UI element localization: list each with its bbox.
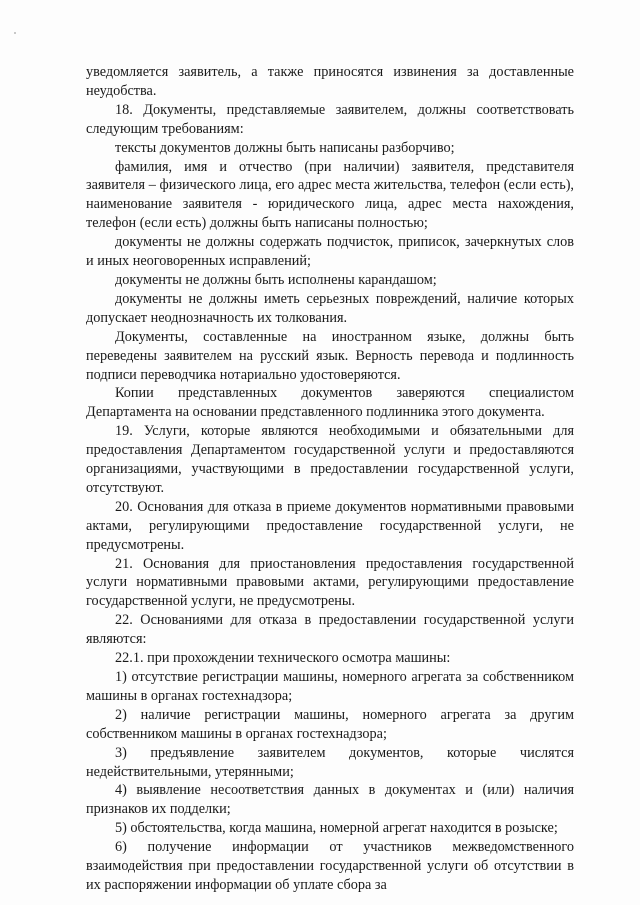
- paragraph: 22.1. при прохождении технического осмотра машины:: [115, 650, 451, 667]
- paragraph: уведомляется заявитель, а также приносятся извинения за доставленные неудобства.: [86, 64, 574, 99]
- paragraph: 22. Основаниями для отказа в предоставлении государственной услуги являются:: [86, 612, 574, 648]
- paragraph: 1) отсутствие регистрации машины, номерного агрегата за собственником машины в органах гостехнадзора;: [86, 669, 574, 704]
- document-body: [86, 63, 574, 895]
- paragraph: 21. Основания для приостановления предоставления государственной услуги нормативными правовыми актами, регулирующими предоставление государственной услуги, не предусмотрены.: [86, 555, 574, 610]
- paragraph: документы не должны содержать подчисток, приписок, зачеркнутых слов и иных неоговоренных исправлений;: [86, 234, 574, 270]
- paragraph: Копии представленных документов заверяются специалистом Департамента на основании представленного подлинника этого документа.: [86, 385, 574, 421]
- paragraph: фамилия, имя и отчество (при наличии) заявителя, представителя заявителя – физического лица, его адрес места жительства, телефон (если есть), наименование заявителя - юридического лица, адрес места нахождения, телефон (если есть) должны быть написаны полностью;: [86, 158, 574, 232]
- paragraph: 18. Документы, представляемые заявителем, должны соответствовать следующим требованиям:: [86, 101, 574, 137]
- paragraph: документы не должны быть исполнены карандашом;: [115, 271, 437, 288]
- paragraph: 20. Основания для отказа в приеме документов нормативными правовыми актами, регулирующими предоставление государственной услуги, не предусмотрены.: [86, 498, 574, 553]
- paragraph: 4) выявление несоответствия данных в документах и (или) наличия признаков их подделки;: [86, 782, 574, 818]
- paragraph: 5) обстоятельства, когда машина, номерной агрегат находится в розыске;: [115, 820, 558, 837]
- scan-dot: [14, 32, 16, 34]
- paragraph: 19. Услуги, которые являются необходимыми и обязательными для предоставления Департаментом государственной услуги и предоставляются организациями, участвующими в предоставлении государственной услуги, отсутствуют.: [86, 423, 574, 496]
- paragraph: 3) предъявление заявителем документов, которые числятся недействительными, утерянными;: [86, 744, 574, 780]
- paragraph: 6) получение информации от участников межведомственного взаимодействия при предоставлении государственной услуги об отсутствии в их распоряжении информации об уплате сбора за: [86, 839, 574, 893]
- paragraph: документы не должны иметь серьезных повреждений, наличие которых допускает неоднозначность их толкования.: [86, 290, 574, 326]
- paragraph: Документы, составленные на иностранном языке, должны быть переведены заявителем на русский язык. Верность перевода и подлинность подписи переводчика нотариально удостоверяются.: [86, 328, 574, 383]
- paragraph: тексты документов должны быть написаны разборчиво;: [115, 139, 455, 156]
- paragraph: 2) наличие регистрации машины, номерного агрегата за другим собственником машины в органах гостехнадзора;: [86, 706, 574, 742]
